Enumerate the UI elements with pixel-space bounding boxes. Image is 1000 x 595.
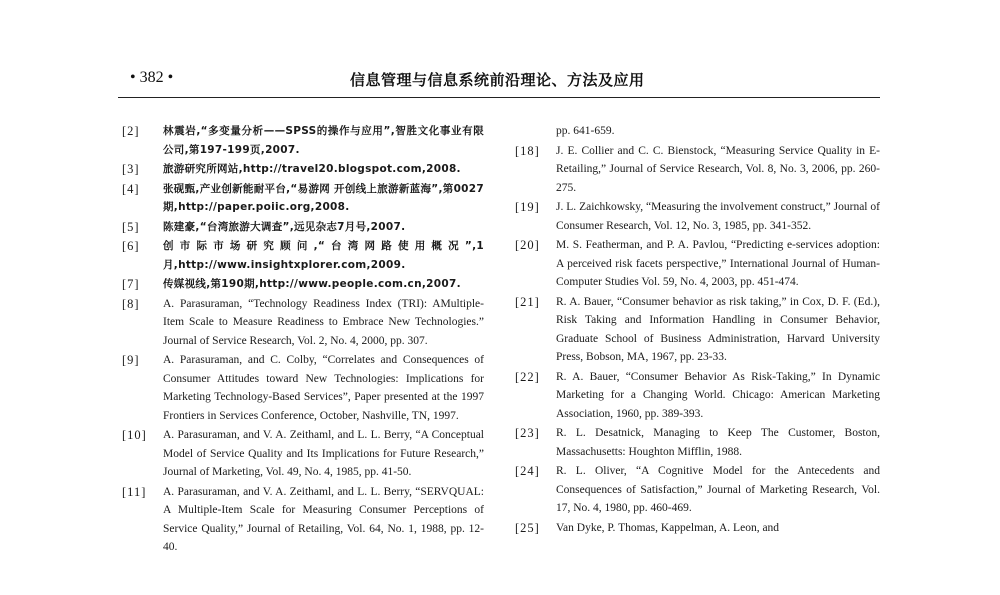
page-number: • 382 • (130, 69, 174, 86)
reference-item (122, 218, 484, 237)
reference-item (515, 424, 880, 461)
reference-item (122, 275, 484, 294)
reference-number: [18] (515, 143, 540, 158)
reference-text: A. Parasuraman, “Technology Readiness Index (TRI): AMultiple-Item Scale to Measure Readiness to Embrace New Technologies.” Journal of Service Research, Vol. 2, No. 4, 2000, pp. 307. (163, 297, 484, 347)
reference-item (122, 160, 484, 179)
reference-item (122, 426, 484, 482)
reference-text: 传媒视线,第190期,http://www.people.com.cn,2007. (163, 278, 461, 290)
reference-item (515, 368, 880, 424)
reference-number: [20] (515, 238, 540, 252)
reference-text: 创市际市场研究顾问,“台湾网路使用概况”,1月,http://www.insightxplorer.com,2009. (163, 240, 484, 271)
reference-number: [2] (122, 124, 140, 138)
reference-text: A. Parasuraman, and V. A. Zeithaml, and L. L. Berry, “A Conceptual Model of Service Quality and Its Implications for Future Research,” Journal of Marketing, Vol. 49, No. 4, 1985, pp. 41-50. (163, 429, 484, 478)
reference-item (515, 462, 880, 518)
reference-text: R. A. Bauer, “Consumer Behavior As Risk-Taking,” In Dynamic Marketing for a Changing World. Chicago: American Marketing Association, 1960, pp. 389-393. (556, 370, 880, 420)
reference-number: [11] (122, 484, 147, 499)
reference-column-right (515, 122, 880, 595)
reference-number: [8] (122, 296, 140, 311)
reference-number: [10] (122, 428, 147, 442)
running-title: 信息管理与信息系统前沿理论、方法及应用 (350, 71, 645, 89)
reference-item (122, 351, 484, 425)
reference-item (515, 236, 880, 292)
reference-number: [23] (515, 426, 540, 440)
reference-number: [21] (515, 294, 540, 309)
reference-text: J. L. Zaichkowsky, “Measuring the involvement construct,” Journal of Consumer Research, Vol. 12, No. 3, 1985, pp. 341-352. (556, 201, 880, 232)
reference-number: [25] (515, 520, 540, 535)
reference-text: 张砚甄,产业创新能耐平台,“易游网 开创线上旅游新蓝海”,第0027期,http://paper.poiic.org,2008. (163, 182, 484, 213)
reference-number: [24] (515, 464, 540, 478)
reference-text: A. Parasuraman, and V. A. Zeithaml, and L. L. Berry, “SERVQUAL: A Multiple-Item Scale for Measuring Consumer Perceptions of Service Quality,” Journal of Retailing, Vol. 64, No. 1, 1988, pp. 12-40. (163, 485, 484, 553)
reference-text: 林震岩,“多变量分析——SPSS的操作与应用”,智胜文化事业有限公司,第197-199页,2007. (163, 125, 484, 156)
reference-text: A. Parasuraman, and C. Colby, “Correlates and Consequences of Consumer Attitudes toward New Technologies: Implications for Marketing Technology-Based Services”, Paper presented at the 1997 Frontiers in Services Conference, October, Nashville, TN, 1997. (163, 354, 484, 422)
reference-number: [9] (122, 353, 140, 367)
reference-text: Van Dyke, P. Thomas, Kappelman, A. Leon, and (556, 521, 780, 534)
reference-number: [4] (122, 181, 140, 196)
reference-text: J. E. Collier and C. C. Bienstock, “Measuring Service Quality in E-Retailing,” Journal of Service Research, Vol. 8, No. 3, 2006, pp. 260-275. (556, 144, 880, 194)
reference-text: pp. 641-659. (556, 125, 615, 137)
reference-item (515, 122, 880, 141)
reference-column-left (122, 122, 484, 595)
reference-text: 陈建豪,“台湾旅游大调查”,远见杂志7月号,2007. (163, 220, 406, 233)
reference-item (122, 295, 484, 351)
reference-item (515, 293, 880, 367)
reference-item (515, 198, 880, 235)
reference-number: [19] (515, 200, 540, 214)
reference-item (122, 483, 484, 557)
header-rule (118, 97, 880, 98)
reference-item (515, 142, 880, 198)
reference-number: [22] (515, 369, 540, 384)
reference-text: R. L. Oliver, “A Cognitive Model for the Antecedents and Consequences of Satisfaction,” Journal of Marketing Research, Vol. 17, No. 4, 1980, pp. 460-469. (556, 465, 880, 514)
reference-number: [7] (122, 277, 140, 291)
reference-item (122, 180, 484, 217)
reference-text: R. A. Bauer, “Consumer behavior as risk taking,” in Cox, D. F. (Ed.), Risk Taking and Information Handling in Consumer Behavior, Graduate School of Business Administration, Harvard University Press, Bobson, MA, 1967, pp. 23-33. (556, 295, 880, 363)
reference-text: 旅游研究所网站,http://travel20.blogspot.com,2008. (163, 163, 461, 175)
reference-item (515, 519, 880, 538)
reference-text: M. S. Featherman, and P. A. Pavlou, “Predicting e-services adoption: A perceived risk facets perspective,” International Journal of Human-Computer Studies Vol. 59, No. 4, 2003, pp. 451-474. (556, 239, 880, 288)
reference-number: [3] (122, 162, 140, 176)
reference-text: R. L. Desatnick, Managing to Keep The Customer, Boston, Massachusetts: Houghton Mifflin, 1988. (556, 427, 880, 458)
running-header (118, 66, 880, 90)
reference-number: [5] (122, 219, 140, 234)
reference-item (122, 237, 484, 274)
reference-item (122, 122, 484, 159)
reference-number: [6] (122, 239, 140, 253)
